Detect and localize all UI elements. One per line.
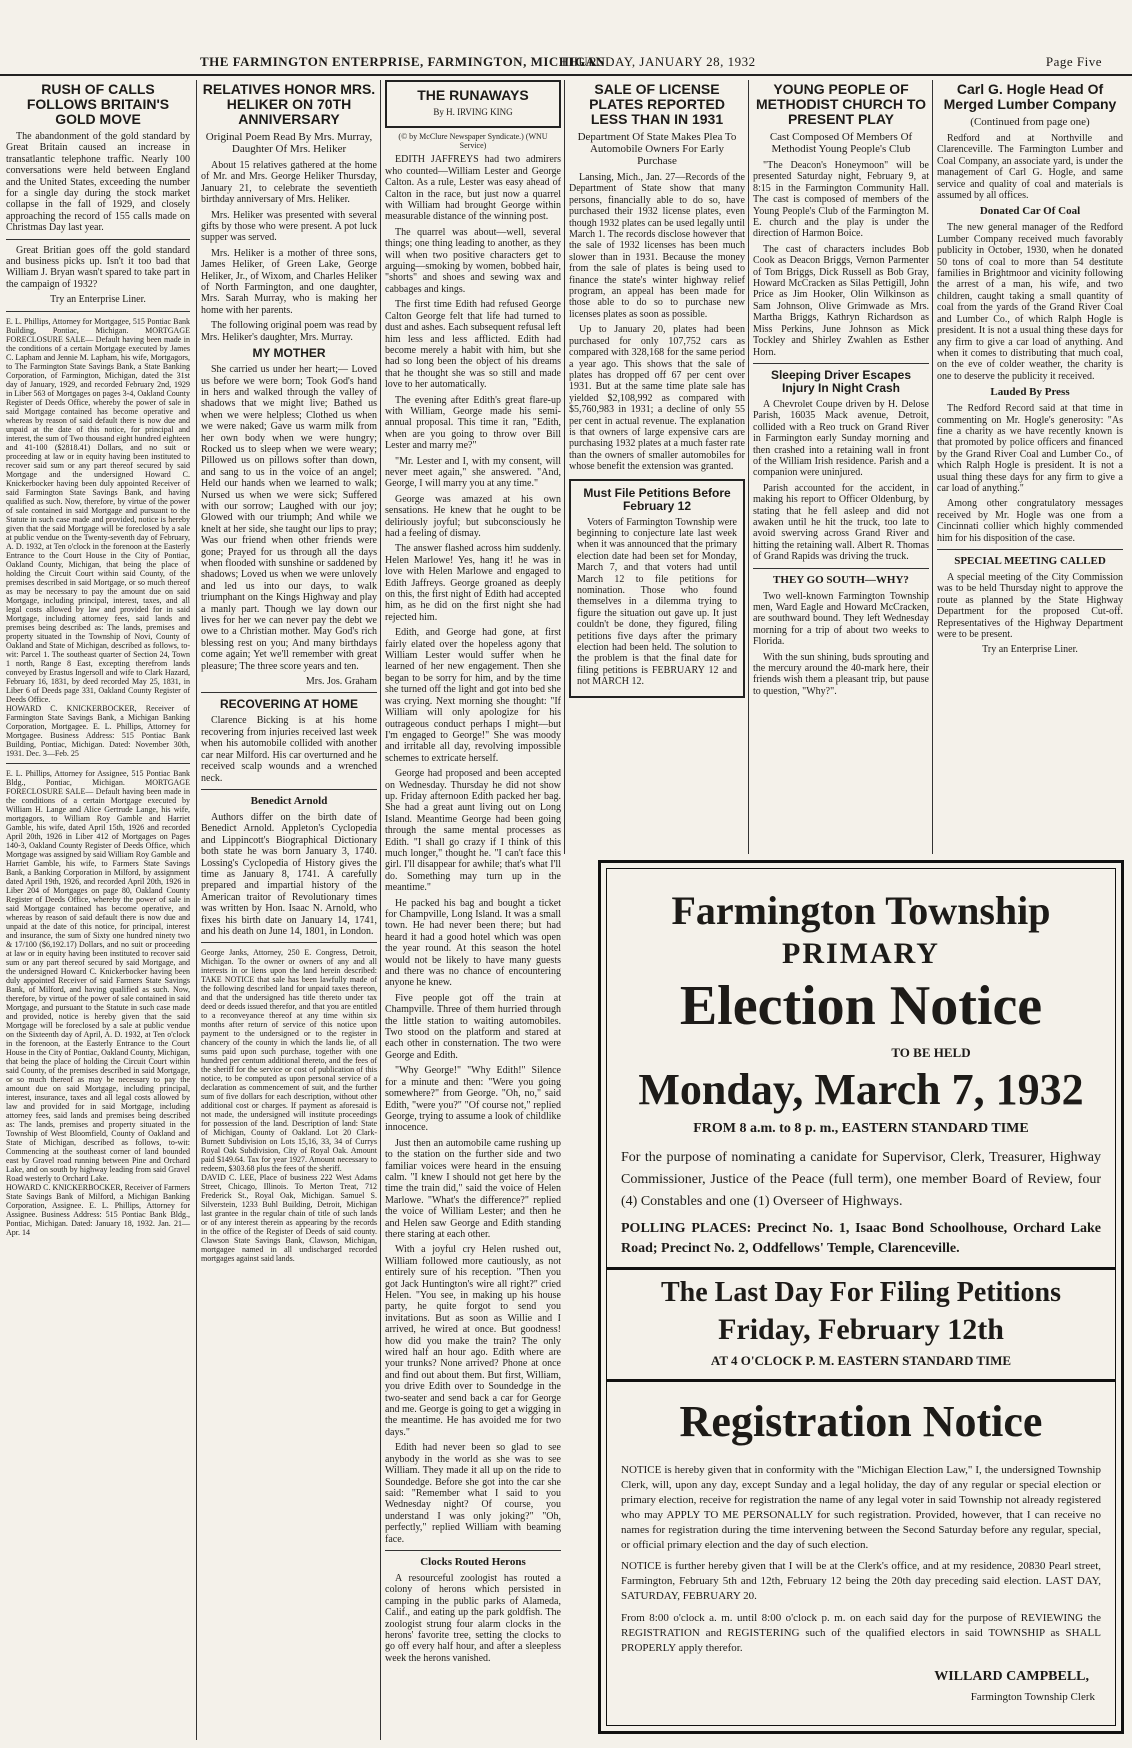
column-rule	[201, 789, 377, 790]
column-4	[564, 80, 749, 854]
page-number: Page Five	[1045, 54, 1102, 69]
column-rule	[201, 692, 377, 693]
petitions-box	[569, 479, 745, 698]
article-text: Parish accounted for the accident, in making his report to Officer Oldenburg, by stating that he fell asleep and did not awaken until he hit the truck, too late to avoid swerving across Grand River and hitting the retaining wall. Albert R. Thomas of Grand Rapids was driving the truck.	[753, 482, 929, 563]
article-text: Among other congratulatory messages received by Mr. Hogle was one from a Cincinnati collier which highly commended him for his disposition of the case.	[937, 498, 1123, 544]
masthead-title: THE FARMINGTON ENTERPRISE, FARMINGTON, MICHIGAN	[200, 54, 606, 69]
ad-divider	[607, 1379, 1115, 1382]
article-text: The following original poem was read by Mrs. Heliker's daughter, Mrs. Murray.	[201, 320, 377, 343]
ad-to-be-held: TO BE HELD	[891, 1045, 971, 1060]
column-5	[748, 80, 933, 854]
column-rule	[753, 363, 929, 364]
column-rule	[753, 568, 929, 569]
column-rule	[385, 1550, 561, 1551]
headline-crash: Sleeping Driver Escapes Injury In Night Crash	[770, 367, 912, 395]
headline-license-plates: SALE OF LICENSE PLATES REPORTED LESS THAN IN 1931	[589, 81, 725, 127]
ad-election-date: Monday, March 7, 1932	[638, 1065, 1084, 1114]
story-text: Edith, and George had gone, at first fairly elated over the hopeless agony that William Lester would suffer when he learned of her new engagement. Then she began to be sorry for him, and by the time she turned off the light and got into bed she was crying. Next morning she thought: "If William will only apologize for his outrageous conduct perhaps I might—but I'm engaged to George!" She was moody and irritable all day, revolving impossible schemes to extricate herself.	[385, 627, 561, 764]
column-rule	[6, 311, 190, 312]
article-text: The cast of characters includes Bob Cook as Deacon Briggs, Vernon Parmenter of Tom Briggs, Dick Russell as Bob Gray, Howard McCracken as Silas Pettigill, John Price as Jim Hooker, Olin Wilkinson as Sam Johnson, Olive Grimwade as Mrs. Martha Briggs, Kathryn Richardson as Miss Perkins, June Johnson as Mick Tockley and Shirley Zwahlen as Esther Horn.	[753, 243, 929, 358]
poem-title: MY MOTHER	[252, 346, 326, 361]
story-text: Edith had never been so glad to see anybody in the world as she was to see William. They made it all up on the ride to Soundedge. Before she got into the car she said: "Remember what I said to you Wednesday night? Of course, you understand I was only joking?" "Oh, perfectly," replied William with beaming face.	[385, 1442, 561, 1545]
ad-frame	[606, 868, 1116, 1726]
ad-divider	[607, 1267, 1115, 1270]
article-text: Mrs. Heliker is a mother of three sons, James Heliker, of Green Lake, George Heliker, Jr., of Wixom, and Charles Heliker of North Farmington, and one daughter, Mrs. Sarah Murray, who is making her home with her parents.	[201, 247, 377, 316]
masthead	[0, 48, 1132, 76]
filler-text: Try an Enterprise Liner.	[982, 644, 1078, 656]
syndicate-credit: (© by McClure Newspaper Syndicate.) (WNU Service)	[398, 132, 548, 151]
article-text: Great Britian goes off the gold standard and business picks up. Isn't it too bad that William J. Bryan wasn't spared to take part in the campaign of 1932?	[6, 244, 190, 290]
headline-heliker: RELATIVES HONOR MRS. HELIKER ON 70TH ANNIVERSARY	[202, 81, 376, 127]
election-notice-ad	[598, 860, 1124, 1734]
subheadline: Cast Composed Of Members Of Methodist Young People's Club	[769, 131, 913, 155]
subheadline: Department Of State Makes Plea To Automobile Owners For Early Purchase	[577, 131, 737, 167]
headline-arnold: Benedict Arnold	[250, 794, 328, 807]
ad-registration-title: Registration Notice	[679, 1397, 1043, 1446]
story-text: EDITH JAFFREYS had two admirers who counted—William Lester and George Calton. As a rule, Lester was easy ahead of Calton in the race, but just now a quarrel with William had brought George within measurable distance of the winning post.	[385, 154, 561, 223]
story-text: "Why George!" "Why Edith!" Silence for a minute and then: "Were you going somewhere?" from George. "Oh, no," said Edith, "were you?" "Of course not," replied George, trying to assume a look of childlike innocence.	[385, 1065, 561, 1134]
column-6	[932, 80, 1127, 854]
headline-petitions: Must File Petitions Before February 12	[583, 485, 731, 513]
legal-signature: HOWARD C. KNICKERBOCKER, Receiver of Farmington State Savings Bank, a Michigan Banking Corporation, Mortgagee. E. L. Phillips, Attorney for Mortgagee. Business Address: 515 Pontiac Bank Building, Pontiac, Michigan. Dated: November 30th, 1931. Dec. 3—Feb. 25	[6, 703, 190, 758]
poem-text: She carried us under her heart;— Loved us before we were born; Took God's hand in hers and walked through the valley of shadows that we might live; Bathed us when we were helpless; Clothed us when we were naked; Gave us warm milk from her own body when we were hungry; Rocked us to sleep when we were weary; Pillowed us on pillows softer than down, and sang to us in the voice of an angel; Held our hands when we learned to walk; Nursed us when we were sick; Suffered with our sorrow; Laughed with our joy; Glowed with our triumph; And while we knelt at her side, she taught our lips to pray; Was our friend when other friends were gone; Prayed for us through all the days when flooded with sunshine or saddened by shadows; Loved us when we were unlovely and led us into our days, to walk triumphant on the Kings Highway and play a manly part. Though we lay down our lives for her we can never pay the debt we owe to a Christian mother. May God's rich blessing rest on you; And many birthdays come again; Yet we'll remember with great pleasure; The three score years and ten.	[201, 364, 377, 672]
legal-signature: HOWARD C. KNICKERBOCKER, Receiver of Farmers State Savings Bank of Milford, a Michigan Banking Corporation, Assignee. E. L. Phillips, Attorney for Assignee. Business Address: 515 Pontiac Bank Bldg., Pontiac, Michigan. Dated: January 18, 1932. Jan. 21—Apr. 14	[6, 1182, 190, 1237]
story-text: Just then an automobile came rushing up to the station on the further side and two familiar voices were heard in the ensuing calm. "I knew I should not get here by the time the train did," said the voice of Helen Marlowe. "What's the difference?" replied the voice of William Lester; and then he and Helen saw George and Edith standing there staring at each other.	[385, 1137, 561, 1240]
article-text: The abandonment of the gold standard by Great Britain caused an increase in transatlantic telephone traffic. Nearly 100 conversations were held between England and the United States, exceeding the number for a single day during the stock market collapse in the fall of 1929, and closely approaching the record of 155 calls made on Christmas Day last year.	[6, 131, 190, 234]
article-text: "The Deacon's Honeymoon" will be presented Saturday night, February 9, at 8:15 in the Farmington Community Hall. The cast is composed of members of the Young People's Club of the Farmington M. E. church and the play is under the direction of Harmon Boice.	[753, 160, 929, 240]
story-text: With a joyful cry Helen rushed out, William followed more cautiously, as not entirely sure of his reception. "Then you got Jack Huntington's wire all right?" cried Helen. "You see, in making up his house party, he quite forgot to send you invitations. But as soon as Willie and I arrived, he wired at once. But goodness! how did you make the train? The only wired half an hour ago. Edith where are your trunks? None arrived? Phone at once and find out about them. But first, William, you drive Edith over to Soundedge in the two-seater and send back a car for George and me. George is going to get a wigging in the meantime. He has avoided me for two days."	[385, 1244, 561, 1438]
article-text: The Redford Record said at that time in commenting on Mr. Hogle's generosity: "As fine a charity as we have recently known is that promoted by police officers and financed by the Grand River Coal and Lumber Co., of which Ralph Hogle is president. It is not a usual thing these days for any firm to give a car load of anything."	[937, 403, 1123, 494]
ad-registration-text: NOTICE is further hereby given that I will be at the Clerk's office, and at my residence, 20830 Pearl street, Farmington, February 5th and 12th, February 12 being the 20th day preceding said election. LAST DAY, SATURDAY, FEBRUARY 20.	[621, 1560, 1101, 1602]
column-rule	[937, 549, 1123, 550]
article-text: Voters of Farmington Township were beginning to conjecture late last week when it was announced that the primary election date had been set for Monday, March 7, and that voters had until March 12 to file petitions for nomination. Those who found themselves in a dilemma trying to figure the situation out gave up. It just couldn't be done, they figured, filing petitions five days after the primary election had been held. The solution to the problem is that the final date for filing petitions is FEBRUARY 12 and not MARCH 12.	[577, 516, 737, 688]
story-text: George was amazed at his own sensations. He knew that he ought to be deliriously joyful; but subconsciously he had a feeling of dismay.	[385, 493, 561, 539]
story-text: "Mr. Lester and I, with my consent, will never meet again," she answered. "And, George, I will marry you at any time."	[385, 455, 561, 490]
ad-last-day: The Last Day For Filing Petitions	[660, 1277, 1062, 1308]
story-text: Five people got off the train at Champville. Three of them hurried through the little station to waiting automobiles. Two stood on the platform and stared at each other in consternation. The two were George and Edith.	[385, 992, 561, 1061]
story-text: The first time Edith had refused George Calton George felt that life had turned to dust and ashes. Each subsequent refusal left him less and less afflicted. Edith had become merely a habit with him, but she had so long been the object of his dreams that he thought she was so still and made love to her automatically.	[385, 299, 561, 391]
subheadline: Original Poem Read By Mrs. Murray, Daughter Of Mrs. Heliker	[205, 131, 373, 155]
article-text: A resourceful zoologist has routed a colony of herons which persisted in camping in the public parks of Alameda, Calif., and eating up the park goldfish. The zoologist strung four alarm clocks in the herons' favorite tree, setting the clocks to go off every half hour, and after a sleepless week the herons vanished.	[385, 1572, 561, 1664]
headline-meeting: SPECIAL MEETING CALLED	[954, 555, 1106, 567]
column-2	[196, 80, 381, 1740]
column-rule	[6, 239, 190, 240]
story-text: George had proposed and been accepted on Wednesday. Thursday he did not show up. Friday afternoon Edith packed her bag. She had a great aunt living out on Long Island. Meantime George had been going through the same mental processes as Edith. "I shall go crazy if I think of this much longer," thought he. "I can't face this girl. I'll disappear for awhile; that's what I'll do. Something may turn up in the meantime."	[385, 768, 561, 894]
ad-title-election: Election Notice	[679, 975, 1043, 1037]
headline-runaways: THE RUNAWAYS	[417, 87, 529, 103]
article-text: Mrs. Heliker was presented with several gifts by those who were present. A pot luck supper was served.	[201, 209, 377, 244]
ad-signature-title: Farmington Township Clerk	[970, 1691, 1095, 1703]
article-text: A Chevrolet Coupe driven by H. Delose Parish, 16035 Mack avenue, Detroit, collided with a Reo truck on Grand River in Farmington early Sunday morning and then crashed into a retaining wall in front of the William Irish residence. Parish and a companion were uninjured.	[753, 398, 929, 479]
legal-notice: E. L. Phillips, Attorney for Assignee, 515 Pontiac Bank Bldg., Pontiac, Michigan. MORTGAGE FORECLOSURE SALE— Default having been made in the conditions of a certain Mortgage executed by William H. Lange and Alice Gertrude Lange, his wife, mortgagors, to William Roy Gamble and Harriet Gamble, his wife, dated April 15th, 1926 and recorded April 20th, 1926 in Liber 412 of Mortgages on Pages 140-3, Oakland County Register of Deeds Office, which Mortgage was assigned by said William Roy Gamble and Harriet Gamble, his wife, to Farmers State Savings Bank, a Banking Corporation in Milford, by assignment dated April 19th, 1926, and recorded April 20th, 1926 in Liber 204 of Mortgages on page 80, Oakland County Register of Deeds Office, whereby the power of sale in said Mortgage contained has become operative, and whereas by reason of said default there is now due and unpaid at the date of this notice, for principal, interest and insurance, the sum of Sixty one hundred ninety two & 17/100 ($6,192.17) Dollars, and no suit or proceeding at law or in equity having been instituted to recover said sum or any part thereof secured by said Mortgage, and the undersigned Howard C. Knickerbocker having been duly appointed Receiver of said Farmers State Savings Bank, of Milford, and having qualified as such. Now, therefore, by virtue of the power of sale contained in said Mortgage, and pursuant to the Statute in such case made and provided, notice is hereby given that the said Mortgage will be foreclosed by a sale at public vendue on the Sixteenth day of April, A. D. 1932, at Ten o'clock in the forenoon, at the Easterly Entrance to the Court House in the City of Pontiac, Oakland County, Michigan, that being the place of holding the Circuit Court within said County, of the premises described in said Mortgage, or so much thereof as may be necessary to pay the amount due on said Mortgage, including principal, interest, insurance, taxes and all legal costs allowed by law and provided for in said Mortgage, including attorney fees, said lands and premises being described as: The lands, premises and property situated in the Township of West Bloomfield, County of Oakland and State of Michigan, described as follows, to-wit: Commencing at the southeast corner of land bounded east by Gravel road running between Pine and Orchard Lake, and on south by highway leading from said Gravel Road westerly to Orchard Lake.	[6, 768, 190, 1183]
byline: By H. IRVING KING	[433, 107, 513, 117]
article-text: About 15 relatives gathered at the home of Mr. and Mrs. George Heliker Thursday, January 21, to celebrate the seventieth birthday anniversary of Mrs. Heliker.	[201, 160, 377, 206]
filler-text: Try an Enterprise Liner.	[50, 294, 146, 306]
headline-south: THEY GO SOUTH—WHY?	[773, 573, 909, 586]
story-text: The answer flashed across him suddenly. Helen Marlowe! Yes, hang it! he was in love with Helen Marlowe and engaged to Edith Jaffreys. George groaned as deeply on this, the first night of Edith had accepted him, as he did on the first night she had rejected him.	[385, 543, 561, 623]
headline-recovering: RECOVERING AT HOME	[219, 697, 358, 712]
headline-gold-move: RUSH OF CALLS FOLLOWS BRITAIN'S GOLD MOVE	[26, 81, 170, 127]
article-text: Up to January 20, plates had been purchased for only 107,752 cars as compared with 328,168 for the same period a year ago. This shows that the sale of plates has dropped off 67 per cent over 1931. But at the same time plate sale has yielded $2,108,992 as compared with $5,760,983 in 1931; a decline of only 55 per cent in actual revenue. The explanation is that owners of large expensive cars are purchasing 1932 plates at a much faster rate than the owners of smaller automobiles for whose benefit the extension was granted.	[569, 324, 745, 473]
ad-title-township: Farmington Township	[671, 888, 1051, 933]
article-text: A special meeting of the City Commission was to be held Thursday night to approve the route as planned by the State Highway Department for the proposed Cut-off. Representatives of the Highway Department were to be present.	[937, 572, 1123, 641]
story-text: He packed his bag and bought a ticket for Champville, Long Island. It was a small town. He had never been there; but had heard it had a good hotel which was open the year round. At this season the hotel would not be likely to have many guests and there was no chance of encountering anyone he knew.	[385, 897, 561, 989]
legal-notice: E. L. Phillips, Attorney for Mortgagee, 515 Pontiac Bank Building, Pontiac, Michigan. MORTGAGE FORECLOSURE SALE— Default having been made in the conditions of a certain Mortgage executed by James C. Lapham and Jennie M. Lapham, his wife, Mortgagors, to The Farmington State Savings Bank, a State Banking Corporation, of Farmington, Michigan, dated the 31st day of January, 1929, and recorded February 2nd, 1929 in Liber 563 of Mortgages on pages 3-4, Oakland County Register of Deeds Office, whereby the power of sale in said Mortgage contained has become operative and whereas by reason of said default there is now due and unpaid at the date of this notice, for principal and interest, the sum of Two thousand eight hundred eighteen and 41-100 ($2818.41) Dollars, and no suit or proceeding at law or in equity having been instituted to recover said sum or any part thereof secured by said Mortgage and the undersigned Howard C. Knickerbocker having been duly appointed Receiver of said Farmington State Savings Bank, and having qualified as such. Now, therefore, by virtue of the power of sale contained in said Mortgage and pursuant to the Statute in such case made and provided, notice is hereby given that the said Mortgage will be foreclosed by a sale at public vendue on the Twenty-seventh day of February, A. D. 1932, at Ten o'clock in the forenoon at the Easterly Entrance to the Court House in the City of Pontiac, Oakland County, Michigan, that being the place of holding the Circuit Court within said County, of the premises described in said Mortgage, or so much thereof as may be necessary to pay the amount due on said Mortgage, including principal, interest, taxes, and all legal costs allowed by law and provided for in said Mortgage, including attorney fees, said lands and premises being described as: The lands, premises and property situated in the Township of Novi, County of Oakland and State of Michigan, described as follows, to-wit: Parcel 1. The southeast quarter of Section 24, Town 1 north, Range 8 East, excepting therefrom lands conveyed by Erastus Ingersoll and wife to Clark Hazard, February 16, 1831, by deed recorded May 25, 1831, in Liber 6 of Deeds page 331, Oakland County Register of Deeds Office.	[6, 316, 190, 704]
article-text: With the sun shining, buds sprouting and the mercury around the 40-mark here, their friends wish them a pleasant trip, but pause to question, "Why?".	[753, 651, 929, 697]
article-text: Authors differ on the birth date of Benedict Arnold. Appleton's Cyclopedia and Lippincott's Biographical Dictionary both state he was born January 3, 1740. Lossing's Cyclopedia of History gives the time as January 8, 1741. A carefully prepared and impartial history of the American traitor of Revolutionary times was written by Hon. Isaac N. Arnold, who fixes his birth date on January 14, 1741, and his death on June 14, 1801, in London.	[201, 811, 377, 937]
ad-signature-name: WILLARD CAMPBELL,	[934, 1669, 1089, 1684]
article-text: Two well-known Farmington Township men, Ward Eagle and Howard McCracken, are southward bound. They left Wednesday morning for a trip of about two weeks to Florida.	[753, 590, 929, 648]
ad-last-time: AT 4 O'CLOCK P. M. EASTERN STANDARD TIME	[710, 1353, 1012, 1368]
legal-signature: DAVID C. LEE, Place of business 222 West Adams Street, Chicago, Illinois. To Merton Treat, 712 Frederick St., Royal Oak, Michigan. Samuel S. Silverstein, 1233 Buhl Building, Detroit, Michigan last grantee in the regular chain of title of such lands or of any interest therein as appearing by the records in the office of the Register of Deeds of said county. Clawson State Savings Bank, Clawson, Michigan, mortgagee named in all undischarged recorded mortgages against said lands.	[201, 1173, 377, 1264]
column-1	[6, 80, 194, 1740]
ad-last-date: Friday, February 12th	[718, 1313, 1004, 1346]
headline-play: YOUNG PEOPLE OF METHODIST CHURCH TO PRESENT PLAY	[755, 81, 927, 127]
ad-registration-text: NOTICE is hereby given that in conformity with the "Michigan Election Law," I, the undersigned Township Clerk, will, upon any day, except Sunday and a legal holiday, the day of any regular or special election or primary election, receive for registration the name of any legal voter in said Township not already registered who may APPLY TO ME PERSONALLY for such registration. Provided, however, that I can receive no names for registration during the time intervening between the Second Saturday before any regular, special, or official primary election and the day of such election.	[621, 1464, 1101, 1551]
headline-hogle: Carl G. Hogle Head Of Merged Lumber Company	[943, 81, 1117, 112]
column-rule	[201, 942, 377, 943]
ad-polling-places: POLLING PLACES: Precinct No. 1, Isaac Bond Schoolhouse, Orchard Lake Road; Precinct No. 2, Oddfellows' Temple, Clarenceville.	[621, 1221, 1101, 1256]
column-rule	[6, 763, 190, 764]
subhead-coal: Donated Car Of Coal	[979, 205, 1081, 218]
story-text: The quarrel was about—well, several things; one thing leading to another, as they will when two positive characters get to arguing—smoking by women, bobbed hair, "shorts" and shoes and sewing wax and cabbages and kings.	[385, 226, 561, 295]
story-text: The evening after Edith's great flare-up with William, George made his semi-annual proposal. This time it ran, "Edith, when are you going to throw over Bill Lester and marry me?"	[385, 394, 561, 452]
legal-notice: George Janks, Attorney, 250 E. Congress, Detroit, Michigan. To the owner or owners of any and all interests in or liens upon the land herein described: TAKE NOTICE that sale has been lawfully made of the following described land for unpaid taxes thereon, and that the undersigned has title thereto under tax deed or deeds issued therefor, and that you are entitled to a reconveyance thereof at any time within six months after return of service of this notice upon payment to the undersigned or to the register in chancery of the county in which the lands lie, of all sums paid upon such purchase, together with one hundred per centum additional thereto, and the fees of the sheriff for the service or cost of publication of this notice, to be computed as upon personal service of a declaration as commencement of suit, and the further sum of five dollars for each description, without other additional cost or charges. If payment as aforesaid is not made, the undersigned will institute proceedings for possession of the land. Description of land: State of Michigan, County of Oakland. Lot 20 Clark-Burnett Subdivision on Lots 15,16, 33, 34 of Currys Royal Oak Subdivision, City of Royal Oak. Amount paid $149.64. Tax for year 1927. Amount necessary to redeem, $303.68 plus the fees of the sheriff.	[201, 948, 377, 1174]
continued-note: (Continued from page one)	[970, 116, 1090, 128]
column-3	[380, 80, 565, 1740]
ad-purpose: For the purpose of nominating a canidate for Supervisor, Clerk, Treasurer, Highway Commissioner, Justice of the Peace (full term), one member Board of Review, four (4) Constables and one (1) Overseer of Highways.	[621, 1150, 1101, 1209]
article-text: Redford and at Northville and Clarenceville. The Farmington Lumber and Coal Company, an associate yard, is under the management of Carl G. Hogle, and same service and quality of coal and materials is assumed by all offices.	[937, 133, 1123, 202]
subhead-press: Lauded By Press	[990, 386, 1070, 399]
article-text: Lansing, Mich., Jan. 27—Records of the Department of State show that many persons, financially able to do so, have purchased their 1932 license plates, even though 1932 plates can be used legally until March 1. The records disclose however that the sale of 1932 licenses has been much slower than in 1931. Because the money from the sale of plates is being used to finance the state's winter highway relief program, an appeal has been made for those able to do so to purchase new licenses plates as soon as possible.	[569, 172, 745, 320]
ad-title-primary: PRIMARY	[782, 937, 940, 970]
ad-hours: FROM 8 a.m. to 8 p. m., EASTERN STANDARD TIME	[693, 1121, 1029, 1136]
masthead-date: THURSDAY, JANUARY 28, 1932	[560, 54, 756, 69]
article-text: Clarence Bicking is at his home recovering from injuries received last week when his automobile collided with another car near Milford. His car overturned and he received scalp wounds and a wrenched neck.	[201, 715, 377, 784]
poem-author: Mrs. Jos. Graham	[305, 676, 377, 688]
article-text: The new general manager of the Redford Lumber Company received much favorably publicity in October, 1930, when he donated 50 tons of coal to more than 54 destitute families in Brightmoor and vicinity following the arrest of a man, his wife, and two children, caught taking a small quantity of coal from the yards of the Grand River Coal and Lumber Co., of which Ralph Hogle is president. It is not a usual thing these days for any firm to give a car load of anything. And when it comes to distributing that much coal, on the eve of colder weather, the charity is one to deserve the publicity it received.	[937, 222, 1123, 382]
story-title-box	[385, 80, 561, 128]
ad-registration-text: From 8:00 o'clock a. m. until 8:00 o'clock p. m. on each said day for the purpose of REVIEWING the REGISTRATION and REGISTERING such of the qualified electors in said TOWNSHIP as SHALL PROPERLY apply therefor.	[621, 1612, 1101, 1654]
headline-herons: Clocks Routed Herons	[420, 1555, 526, 1568]
